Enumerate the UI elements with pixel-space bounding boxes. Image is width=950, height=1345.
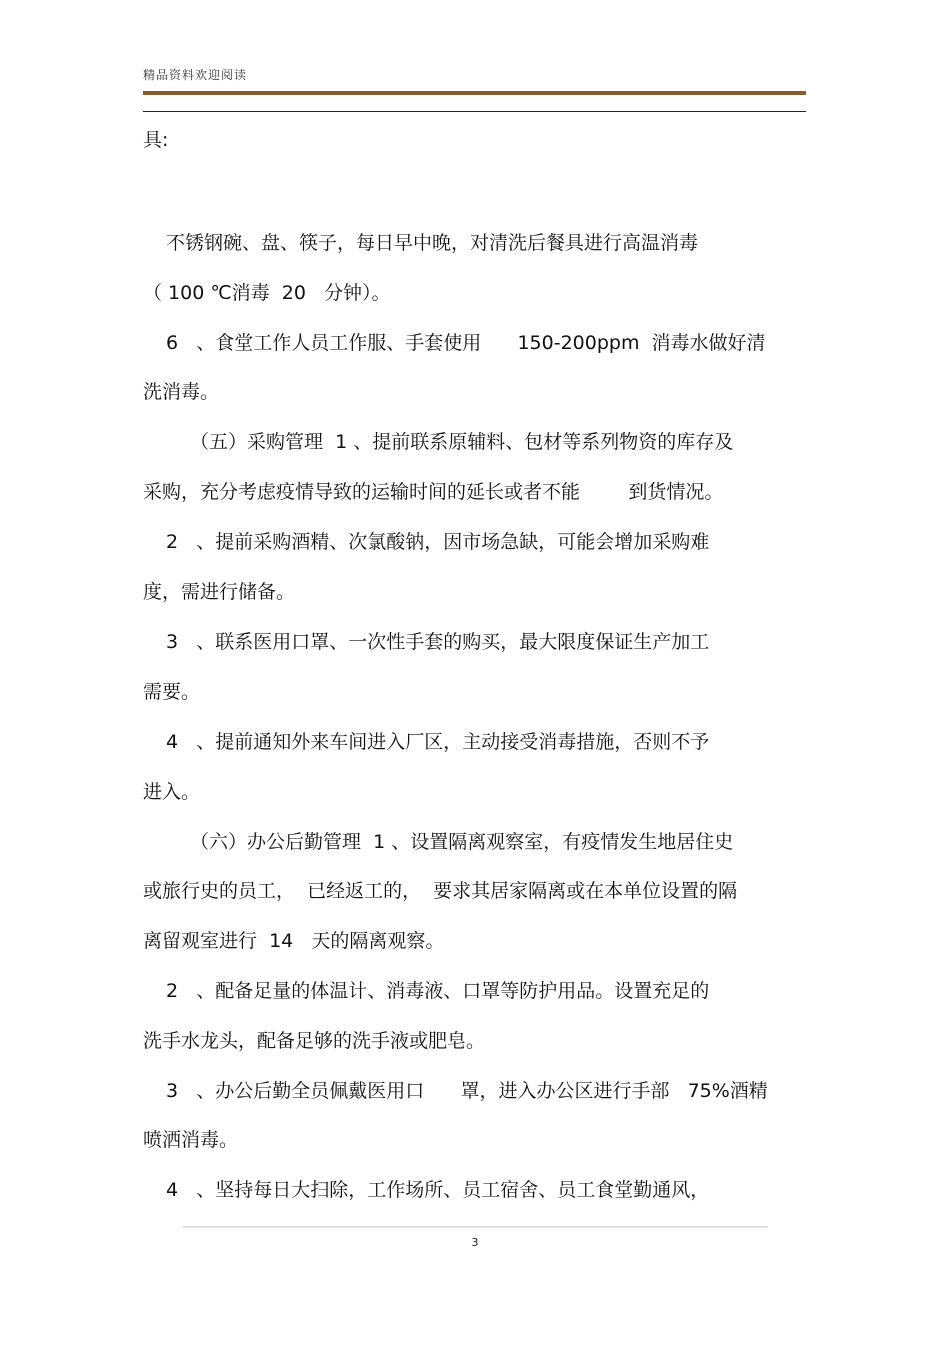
body-line: 需要。 bbox=[143, 681, 201, 703]
body-line: 具: bbox=[143, 129, 169, 151]
body-line: 3 、联系医用口罩、一次性手套的购买，最大限度保证生产加工 bbox=[166, 631, 710, 653]
body-line: （ 100 ℃消毒 20 分钟）。 bbox=[143, 282, 391, 304]
body-line: 采购，充分考虑疫情导致的运输时间的延长或者不能 到货情况。 bbox=[143, 481, 724, 503]
body-line: 离留观室进行 14 天的隔离观察。 bbox=[143, 930, 445, 952]
body-line: 4 、坚持每日大扫除，工作场所、员工宿舍、员工食堂勤通风， bbox=[166, 1179, 710, 1201]
page-header: 精品资料欢迎阅读 bbox=[143, 68, 248, 82]
body-line: 喷洒消毒。 bbox=[143, 1129, 239, 1151]
body-line: 2 、提前采购酒精、次氯酸钠，因市场急缺，可能会增加采购难 bbox=[166, 531, 710, 553]
body-line: 2 、配备足量的体温计、消毒液、口罩等防护用品。设置充足的 bbox=[166, 980, 710, 1002]
footer-rule bbox=[183, 1226, 768, 1228]
body-line: 洗消毒。 bbox=[143, 381, 220, 403]
body-line: 洗手水龙头，配备足够的洗手液或肥皂。 bbox=[143, 1030, 486, 1052]
body-line: 度，需进行储备。 bbox=[143, 581, 296, 603]
body-line: （六）办公后勤管理 1 、设置隔离观察室，有疫情发生地居住史 bbox=[190, 831, 734, 853]
body-line: （五）采购管理 1 、提前联系原辅料、包材等系列物资的库存及 bbox=[190, 431, 734, 453]
body-line: 或旅行史的员工， 已经返工的， 要求其居家隔离或在本单位设置的隔 bbox=[143, 880, 738, 902]
body-line: 4 、提前通知外来车间进入厂区，主动接受消毒措施，否则不予 bbox=[166, 731, 710, 753]
body-line: 不锈钢碗、盘、筷子，每日早中晚，对清洗后餐具进行高温消毒 bbox=[166, 232, 699, 254]
body-line: 6 、食堂工作人员工作服、手套使用 150-200ppm 消毒水做好清 bbox=[166, 332, 766, 354]
page-number: 3 bbox=[471, 1236, 479, 1249]
body-line: 进入。 bbox=[143, 781, 201, 803]
body-line: 3 、办公后勤全员佩戴医用口 罩，进入办公区进行手部 75%酒精 bbox=[166, 1080, 768, 1102]
header-rule-thin bbox=[143, 111, 806, 112]
header-rule-thick bbox=[143, 91, 806, 95]
